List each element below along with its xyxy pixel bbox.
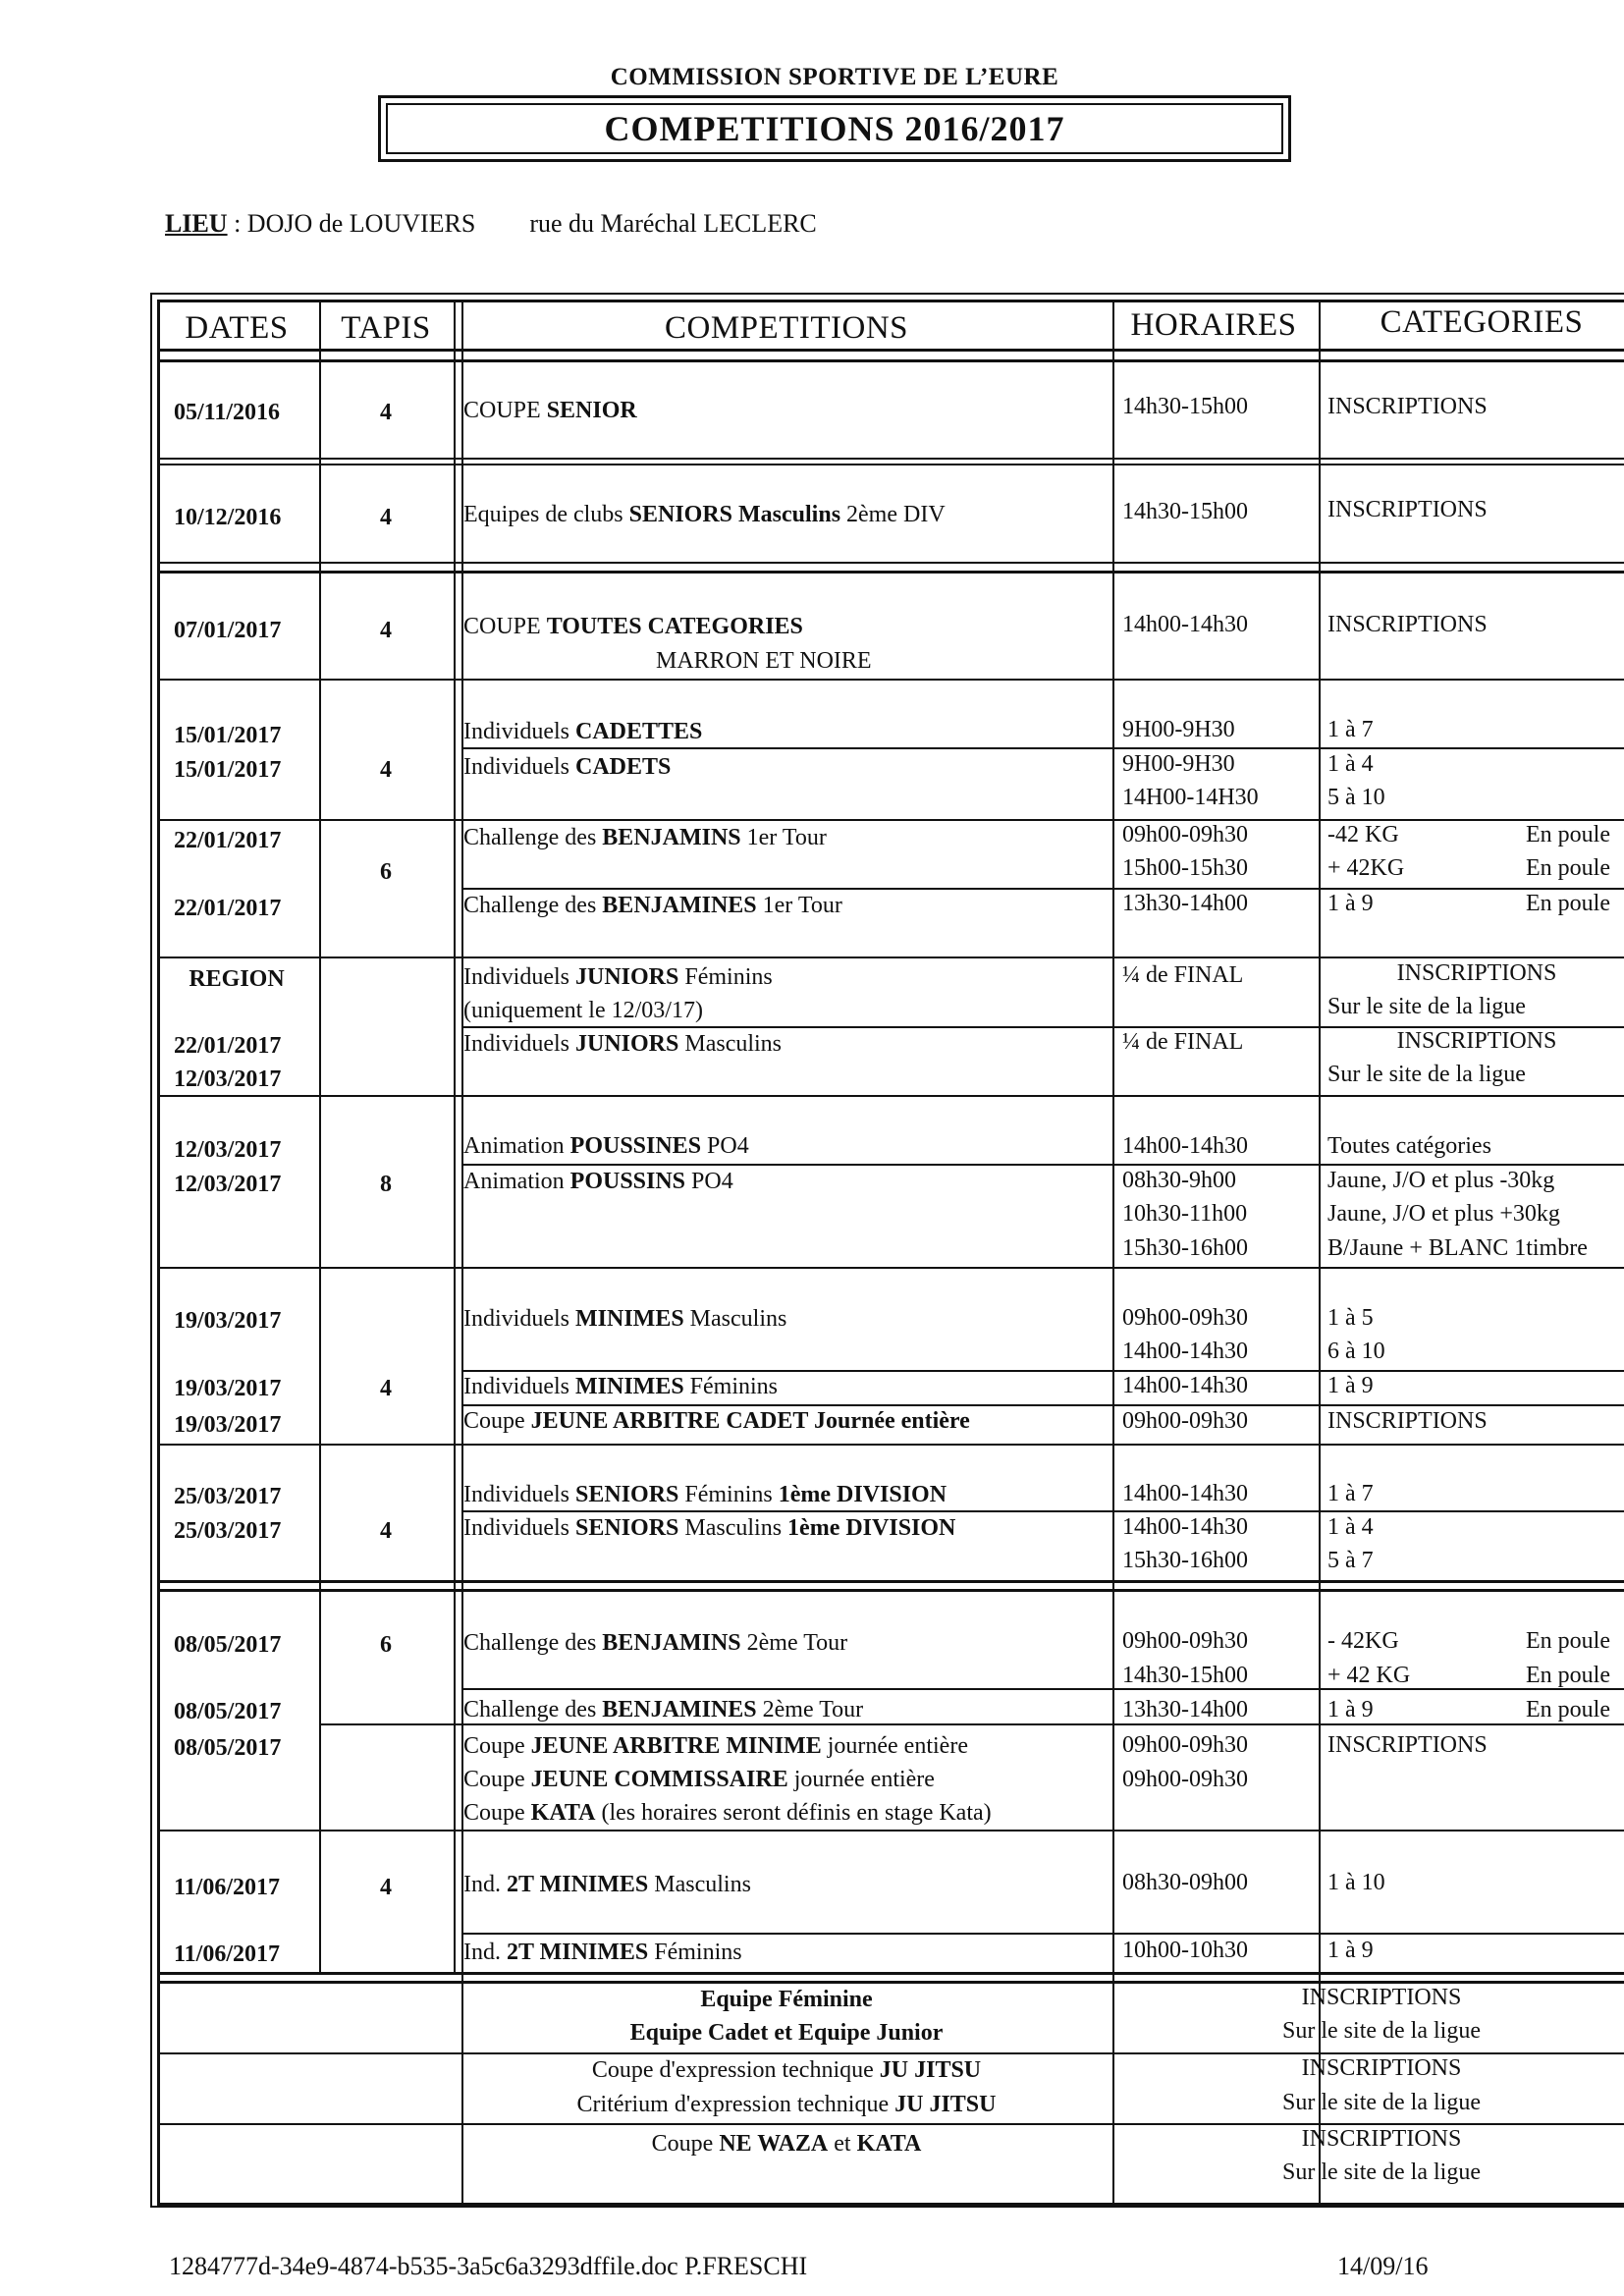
row-date: 12/03/2017	[174, 1066, 282, 1092]
row-competition: Individuels CADETTES	[463, 719, 703, 744]
row-horaire: 13h30-14h00	[1122, 1697, 1248, 1722]
row-competition: Individuels JUNIORS Masculins	[463, 1031, 783, 1057]
row-categorie: 1 à 9	[1327, 1697, 1374, 1722]
row-categorie: 1 à 9	[1327, 1938, 1374, 1963]
location-value: : DOJO de LOUVIERS	[227, 209, 476, 238]
row-competition: Animation POUSSINES PO4	[463, 1133, 749, 1159]
row-date: 15/01/2017	[174, 757, 282, 783]
row-tapis: 6	[380, 859, 392, 885]
row-competition: Coupe JEUNE COMMISSAIRE journée entière	[463, 1767, 935, 1792]
row-date: 08/05/2017	[174, 1699, 282, 1724]
page-title: COMPETITIONS 2016/2017	[386, 103, 1283, 154]
block-categorie: INSCRIPTIONS	[1301, 2055, 1462, 2081]
block-competition: Equipe Féminine	[700, 1987, 873, 2012]
row-categorie: INSCRIPTIONS	[1396, 960, 1557, 986]
row-tapis: 4	[380, 1376, 392, 1401]
row-horaire: 09h00-09h30	[1122, 1732, 1248, 1758]
row-competition: COUPE SENIOR	[463, 398, 637, 423]
row-date: 11/06/2017	[174, 1941, 281, 1967]
location-line	[165, 209, 817, 239]
row-poule: En poule	[1526, 855, 1610, 881]
row-competition: Challenge des BENJAMINES 2ème Tour	[463, 1697, 864, 1722]
row-horaire: 10h30-11h00	[1122, 1201, 1248, 1227]
row-categorie: 1 à 9	[1327, 1373, 1374, 1398]
row-competition: Individuels SENIORS Féminins 1ème DIVISION	[463, 1482, 947, 1507]
row-categorie: INSCRIPTIONS	[1327, 394, 1488, 419]
row-date: 25/03/2017	[174, 1484, 282, 1509]
row-horaire: 14h00-14h30	[1122, 1481, 1248, 1506]
row-poule: En poule	[1526, 1663, 1610, 1688]
row-date: 19/03/2017	[174, 1308, 282, 1334]
row-tapis: 4	[380, 1875, 392, 1900]
row-date: 12/03/2017	[174, 1172, 282, 1197]
row-categorie: 6 à 10	[1327, 1339, 1385, 1364]
row-competition-line2: MARRON ET NOIRE	[656, 648, 872, 674]
row-horaire: 09h00-09h30	[1122, 1628, 1248, 1654]
location-label: LIEU	[165, 209, 228, 238]
row-date: 22/01/2017	[174, 828, 282, 853]
row-region: REGION	[189, 966, 285, 992]
organization-title: COMMISSION SPORTIVE DE L’EURE	[610, 64, 1059, 90]
title-box	[378, 95, 1291, 162]
row-tapis: 4	[380, 757, 392, 783]
row-horaire: 08h30-09h00	[1122, 1870, 1248, 1895]
block-competition: Equipe Cadet et Equipe Junior	[629, 2020, 944, 2046]
row-categorie: 1 à 4	[1327, 751, 1374, 777]
row-categorie: -42 KG	[1327, 822, 1399, 847]
row-horaire: 14h30-15h00	[1122, 1663, 1248, 1688]
row-horaire: 14H00-14H30	[1122, 785, 1259, 810]
location-street: rue du Maréchal LECLERC	[529, 209, 817, 238]
row-poule: En poule	[1526, 891, 1610, 916]
block-categorie: Sur le site de la ligue	[1282, 2018, 1481, 2044]
row-date: 07/01/2017	[174, 618, 282, 643]
row-competition: Coupe JEUNE ARBITRE CADET Journée entière	[463, 1408, 970, 1434]
row-horaire: 14h00-14h30	[1122, 1133, 1248, 1159]
row-categorie: Jaune, J/O et plus +30kg	[1327, 1201, 1560, 1227]
row-tapis: 4	[380, 1518, 392, 1544]
row-horaire: ¼ de FINAL	[1122, 962, 1244, 988]
row-horaire: ¼ de FINAL	[1122, 1029, 1244, 1055]
row-date: 08/05/2017	[174, 1735, 282, 1761]
row-date: 22/01/2017	[174, 896, 282, 921]
col-header-dates: DATES	[185, 310, 289, 346]
row-competition: Animation POUSSINS PO4	[463, 1169, 733, 1194]
block-competition: Coupe NE WAZA et KATA	[651, 2131, 922, 2157]
row-tapis: 6	[380, 1632, 392, 1658]
row-horaire: 09h00-09h30	[1122, 1305, 1248, 1331]
row-categorie: 5 à 10	[1327, 785, 1385, 810]
row-horaire: 15h30-16h00	[1122, 1235, 1248, 1261]
row-poule: En poule	[1526, 822, 1610, 847]
col-header-horaires: HORAIRES	[1130, 307, 1297, 343]
col-header-categories: CATEGORIES	[1380, 304, 1584, 340]
footer-document-ref: 1284777d-34e9-4874-b535-3a5c6a3293dffile.doc P.FRESCHI	[169, 2252, 808, 2280]
row-tapis: 8	[380, 1172, 392, 1197]
row-categorie: + 42KG	[1327, 855, 1405, 881]
row-categorie: 1 à 4	[1327, 1514, 1374, 1540]
row-categorie: INSCRIPTIONS	[1396, 1028, 1557, 1054]
row-date: 22/01/2017	[174, 1033, 282, 1059]
col-header-competitions: COMPETITIONS	[664, 310, 909, 346]
row-categorie: 5 à 7	[1327, 1548, 1374, 1573]
row-horaire: 09h00-09h30	[1122, 1408, 1248, 1434]
row-competition: Individuels MINIMES Féminins	[463, 1374, 779, 1399]
row-horaire: 15h00-15h30	[1122, 855, 1248, 881]
row-categorie: Toutes catégories	[1327, 1133, 1491, 1159]
row-competition-note: (uniquement le 12/03/17)	[463, 998, 703, 1023]
row-categorie: Jaune, J/O et plus -30kg	[1327, 1168, 1555, 1193]
block-categorie: INSCRIPTIONS	[1301, 2126, 1462, 2152]
row-horaire: 14h00-14h30	[1122, 1373, 1248, 1398]
row-categorie: - 42KG	[1327, 1628, 1399, 1654]
row-categorie: Sur le site de la ligue	[1327, 1062, 1526, 1087]
row-competition: Individuels MINIMES Masculins	[463, 1306, 787, 1332]
row-categorie: 1 à 7	[1327, 1481, 1374, 1506]
row-tapis: 4	[380, 505, 392, 530]
row-competition: Individuels CADETS	[463, 754, 672, 780]
row-competition: Coupe JEUNE ARBITRE MINIME journée entière	[463, 1733, 968, 1759]
row-horaire: 9H00-9H30	[1122, 751, 1235, 777]
row-poule: En poule	[1526, 1697, 1610, 1722]
row-horaire: 14h30-15h00	[1122, 394, 1248, 419]
row-horaire: 09h00-09h30	[1122, 822, 1248, 847]
row-date: 10/12/2016	[174, 505, 282, 530]
row-tapis: 4	[380, 618, 392, 643]
row-categorie: B/Jaune + BLANC 1timbre	[1327, 1235, 1588, 1261]
row-competition: Individuels SENIORS Masculins 1ème DIVISION	[463, 1515, 956, 1541]
row-date: 08/05/2017	[174, 1632, 282, 1658]
row-date: 05/11/2016	[174, 400, 281, 425]
row-categorie: INSCRIPTIONS	[1327, 1732, 1488, 1758]
row-poule: En poule	[1526, 1628, 1610, 1654]
row-categorie: 1 à 5	[1327, 1305, 1374, 1331]
row-competition: Individuels JUNIORS Féminins	[463, 964, 773, 990]
row-horaire: 10h00-10h30	[1122, 1938, 1248, 1963]
row-date: 19/03/2017	[174, 1412, 282, 1438]
row-categorie: 1 à 9	[1327, 891, 1374, 916]
row-competition: Ind. 2T MINIMES Féminins	[463, 1940, 742, 1965]
row-categorie: INSCRIPTIONS	[1327, 1408, 1488, 1434]
row-categorie: 1 à 10	[1327, 1870, 1385, 1895]
row-horaire: 15h30-16h00	[1122, 1548, 1248, 1573]
row-categorie: + 42 KG	[1327, 1663, 1411, 1688]
row-categorie: INSCRIPTIONS	[1327, 497, 1488, 522]
row-competition: Challenge des BENJAMINES 1er Tour	[463, 893, 842, 918]
row-competition: Challenge des BENJAMINS 1er Tour	[463, 825, 827, 850]
block-categorie: INSCRIPTIONS	[1301, 1985, 1462, 2010]
row-horaire: 14h30-15h00	[1122, 499, 1248, 524]
row-categorie: Sur le site de la ligue	[1327, 994, 1526, 1019]
row-competition: Equipes de clubs SENIORS Masculins 2ème DIV	[463, 502, 946, 527]
col-header-tapis: TAPIS	[341, 310, 431, 346]
row-horaire: 14h00-14h30	[1122, 612, 1248, 637]
row-horaire: 13h30-14h00	[1122, 891, 1248, 916]
row-categorie: 1 à 7	[1327, 717, 1374, 742]
row-competition: Challenge des BENJAMINS 2ème Tour	[463, 1630, 848, 1656]
row-tapis: 4	[380, 400, 392, 425]
row-competition: COUPE TOUTES CATEGORIES	[463, 614, 803, 639]
row-date: 15/01/2017	[174, 723, 282, 748]
row-horaire: 14h00-14h30	[1122, 1339, 1248, 1364]
row-competition: Coupe KATA (les horaires seront définis en stage Kata)	[463, 1800, 992, 1826]
row-date: 11/06/2017	[174, 1875, 281, 1900]
row-horaire: 14h00-14h30	[1122, 1514, 1248, 1540]
row-categorie: INSCRIPTIONS	[1327, 612, 1488, 637]
block-categorie: Sur le site de la ligue	[1282, 2090, 1481, 2115]
row-horaire: 08h30-9h00	[1122, 1168, 1236, 1193]
row-horaire: 9H00-9H30	[1122, 717, 1235, 742]
footer-date: 14/09/16	[1337, 2252, 1429, 2280]
block-competition: Coupe d'expression technique JU JITSU	[591, 2057, 982, 2083]
row-date: 25/03/2017	[174, 1518, 282, 1544]
block-competition: Critérium d'expression technique JU JITSU	[576, 2092, 997, 2117]
row-date: 12/03/2017	[174, 1137, 282, 1163]
row-date: 19/03/2017	[174, 1376, 282, 1401]
row-competition: Ind. 2T MINIMES Masculins	[463, 1872, 751, 1897]
row-horaire: 09h00-09h30	[1122, 1767, 1248, 1792]
block-categorie: Sur le site de la ligue	[1282, 2159, 1481, 2185]
